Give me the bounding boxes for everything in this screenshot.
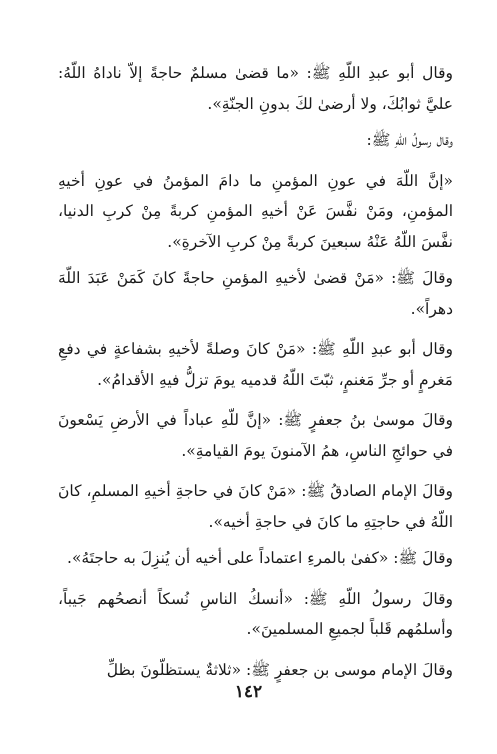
page-number: ١٤٢	[234, 682, 263, 702]
paragraph-10: وقالَ الإمام موسى بن جعفرٍ ﷺ: «ثلاثةٌ يستظلّونَ بظلِّ	[106, 660, 453, 679]
paragraph-5: وقال أبو عبدِ اللّهِ ﷺ: «مَنْ كانَ وصلةً لأخيهِ بشفاعةٍ في دفعِ مَغرمٍ أو جرِّ مَغنمٍ، ثبّتَ اللّهُ قدميه يومَ تزلُّ فيهِ الأقدامُ».	[58, 340, 453, 389]
paragraph-9: وقالَ رسولُ اللّهِ ﷺ: «أنسكُ الناسِ نُسكاً أنصحُهم جَيباً، وأسلمُهم قَلباً لجميعِ المسلمينَ».	[58, 589, 453, 638]
paragraph-8: وقالَ ﷺ: «كفىٰ بالمرءِ اعتماداً على أخيه أن يُنزِلَ به حاجتَهُ».	[67, 549, 453, 567]
paragraph-6: وقالَ موسىٰ بنُ جعفرٍ ﷺ: «إنَّ للّهِ عباداً في الأرضِ يَسْعونَ في حوائجِ الناسِ، همُ الآمنونَ يومَ القيامةِ».	[58, 411, 453, 460]
paragraph-4: وقالَ ﷺ: «مَنْ قضىٰ لأخيهِ المؤمنِ حاجةً كانَ كَمَنْ عَبَدَ اللّهَ دهراً».	[58, 269, 453, 318]
paragraph-2: وقال رسولُ اللّهِ ﷺ:	[366, 131, 453, 149]
paragraph-3: «إنَّ اللّهَ في عونِ المؤمنِ ما دامَ المؤمنُ في عونِ أخيهِ المؤمنِ، ومَنْ نفَّسَ عَنْ أخيهِ المؤمنِ كربةً مِنْ كربِ الدنيا، نفَّسَ اللّهُ عَنْهُ سبعينَ كربةً مِنْ كربِ الآخرةِ».	[58, 171, 453, 251]
paragraph-7: وقالَ الإمام الصادقُ ﷺ: «مَنْ كانَ في حاجةِ أخيهِ المسلمِ، كانَ اللّهُ في حاجتِهِ ما كانَ في حاجةِ أخيه».	[58, 482, 453, 531]
paragraph-1: وقال أبو عبدِ اللّهِ ﷺ: «ما قضىٰ مسلمٌ حاجةً إلاّ ناداهُ اللّهُ: عليَّ ثوابُكَ، ولا أرضىٰ لكَ بدونِ الجنّةِ».	[58, 64, 453, 113]
body-text	[58, 58, 453, 685]
